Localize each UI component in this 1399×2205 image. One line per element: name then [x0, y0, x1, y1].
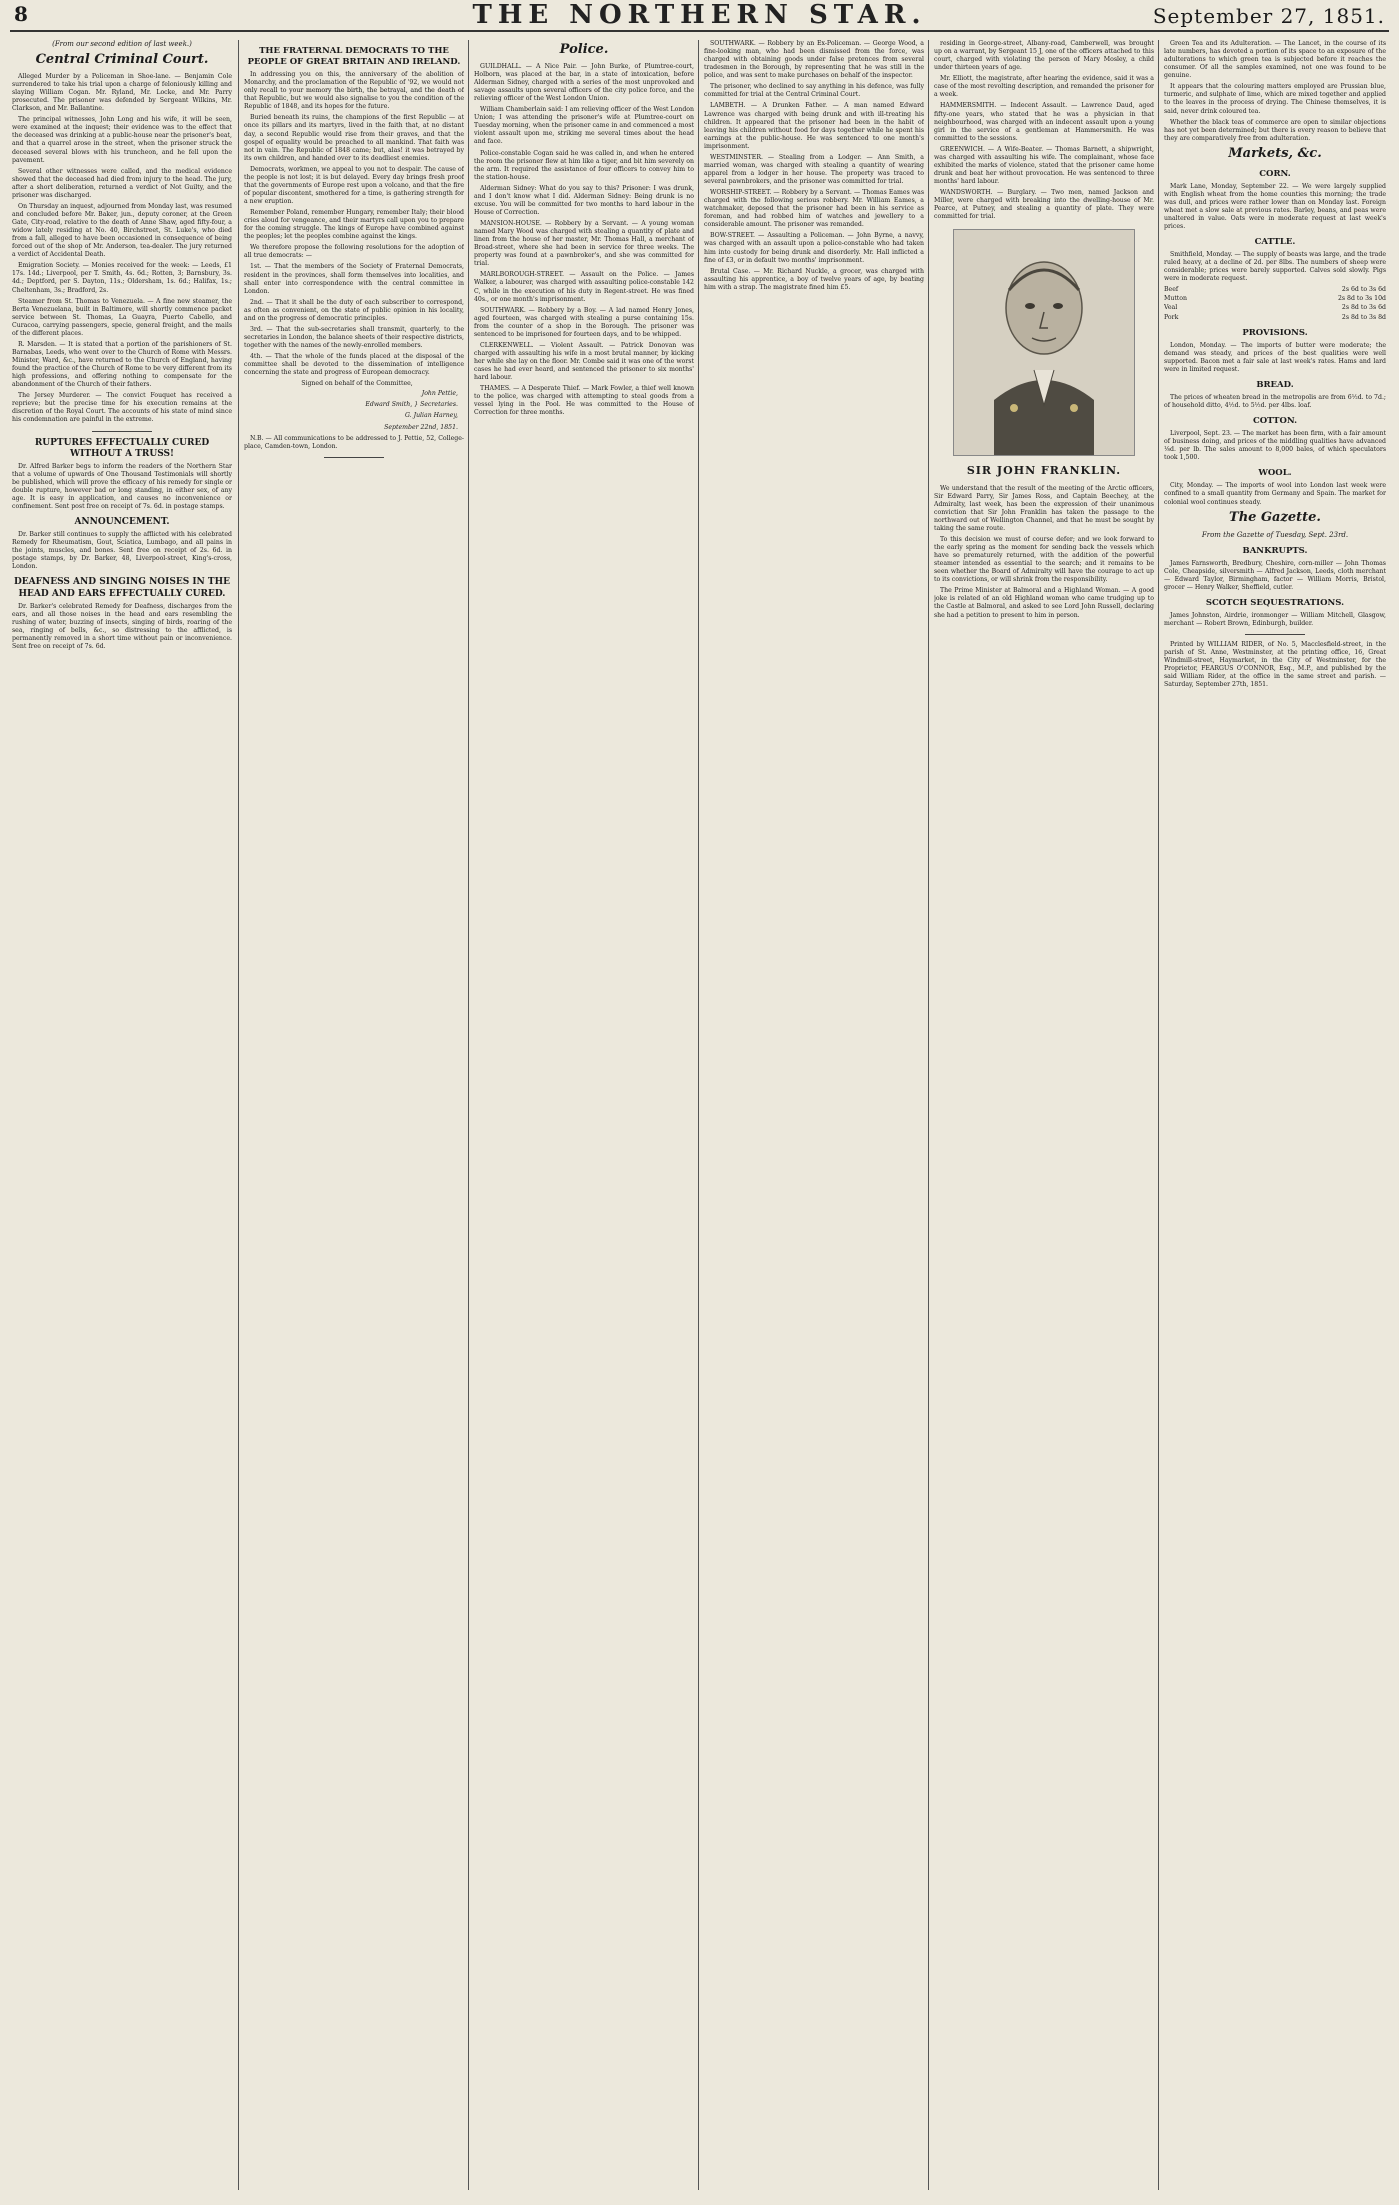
issue-date: September 27, 1851.: [1152, 4, 1385, 28]
advertisement-heading: DEAFNESS AND SINGING NOISES IN THE HEAD AND EARS EFFECTUALLY CURED.: [14, 577, 230, 599]
police-report: residing in George-street, Albany-road, Camberwell, was brought up on a warrant, by Sergeant 15 J, one of the officers attached to this court, charged with violating the person of Mary Mosley, a child under thirteen years of age.: [934, 40, 1154, 72]
address-date: September 22nd, 1851.: [384, 423, 458, 431]
address-paragraph: In addressing you on this, the anniversary of the abolition of Monarchy, and the proclamation of the Republic of '92, we would not only recall to your memory the birth, the betrayal, and the death of that Republic, but we would also signalise to you the condition of the Republic of 1848, and its hopes for the future.: [244, 71, 464, 111]
article-paragraph: Whether the black teas of commerce are open to similar objections has not yet been determined; but there is every reason to believe that they are comparatively free from adulteration.: [1164, 118, 1386, 142]
column-6: [1164, 40, 1386, 2190]
police-report: BOW-STREET. — Assaulting a Policeman. — John Byrne, a navvy, was charged with an assault upon a police-constable who had taken him into custody for being drunk and disorderly. Mr. Hall inflicted a fine of £3, or in default two months' imprisonment.: [704, 232, 924, 264]
price-value: 2s 8d to 3s 6d: [1341, 304, 1386, 312]
signature: John Pettie,: [421, 390, 458, 398]
address-paragraph: Democrats, workmen, we appeal to you not to despair. The cause of the people is not lost; it is but delayed. Every day brings fresh proof that the governments of Europe rest upon a volcano, and that the fire of popular discontent, smothered for a time, is gathering strength for a new eruption.: [244, 165, 464, 206]
market-heading-cattle: CATTLE.: [1254, 237, 1296, 248]
market-heading-wool: WOOL.: [1258, 468, 1292, 479]
edition-note: (From our second edition of last week.): [52, 40, 192, 48]
advertisement-body: Dr. Barker still continues to supply the afflicted with his celebrated Remedy for Rheumatism, Gout, Sciatica, Lumbago, and all pains in the joints, muscles, and bones. Sent free on receipt of 2s. 6d. in postage stamps, by Dr. Barker, 48, Liverpool-street, King's-cross, London.: [12, 530, 232, 571]
address-paragraph: Remember Poland, remember Hungary, remember Italy; their blood cries aloud for vengeance, and their martyrs call upon you to prepare for the coming struggle. The kings of Europe have combined against the peoples; let the peoples combine against the kings.: [244, 209, 464, 241]
column-3: [474, 40, 694, 2190]
portrait-caption: SIR JOHN FRANKLIN.: [966, 464, 1122, 478]
advertisement-heading: ANNOUNCEMENT.: [74, 517, 170, 528]
bankrupts-heading: BANKRUPTS.: [1242, 545, 1308, 556]
section-rule: [324, 457, 384, 458]
column-1: [12, 40, 232, 2190]
price-row: [1164, 314, 1386, 322]
price-row: [1164, 295, 1386, 303]
column-2: [244, 40, 464, 2190]
police-report: WORSHIP-STREET. — Robbery by a Servant. — Thomas Eames was charged with the following serious robbery. Mr. William Eames, a watchmaker, deposed that the prisoner had been in his service as foreman, and had robbed him of watches and jewellery to a considerable amount. The prisoner was remanded.: [704, 189, 924, 229]
price-item: Beef: [1164, 286, 1179, 294]
police-report: SOUTHWARK. — Robbery by a Boy. — A lad named Henry Jones, aged fourteen, was charged with stealing a purse containing 15s. from the counter of a shop in the Borough. The prisoner was sentenced to be imprisoned for fourteen days, and to be whipped.: [474, 306, 694, 338]
printer-imprint: Printed by WILLIAM RIDER, of No. 5, Macclesfield-street, in the parish of St. Anne, Westminster, at the printing office, 16, Great Windmill-street, Haymarket, in the City of Westminster, for the Proprietor, FEARGUS O'CONNOR, Esq., M.P., and published by the said William Rider, at the office in the same street and parish. — Saturday, September 27th, 1851.: [1164, 641, 1386, 689]
article-paragraph: On Thursday an inquest, adjourned from Monday last, was resumed and concluded before Mr. Baker, jun., deputy coroner, at the Green Gate, City-road, relative to the death of Anne Shaw, aged fifty-four, a widow lately residing at No. 40, Birchstreet, St. Luke's, who died from a fall, alleged to have been occasioned in consequence of being forced out of the shop of Mr. Anderson, tea-dealer. The jury returned a verdict of Accidental Death.: [12, 202, 232, 259]
franklin-paragraph: To this decision we must of course defer; and we look forward to the early spring as the moment for sending back the vessels which have so prematurely returned, with the addition of the powerful steamer intended as essential to the search; and it remains to be seen whether the Board of Admiralty will have the courage to act up to its convictions, or will shrink from the responsibility.: [934, 535, 1154, 584]
market-report: Smithfield, Monday. — The supply of beasts was large, and the trade ruled heavy, at a decline of 2d. per 8lbs. The numbers of sheep were considerable; prices were barely supported. Calves sold slowly. Pigs were in moderate request.: [1164, 251, 1386, 283]
market-report: Liverpool, Sept. 23. — The market has been firm, with a fair amount of business doing, and prices of the middling qualities have advanced ⅛d. per lb. The sales amount to 8,000 bales, of which speculators took 1,500.: [1164, 430, 1386, 462]
market-heading-provisions: PROVISIONS.: [1242, 327, 1308, 338]
column-5: [934, 40, 1154, 2190]
price-value: 2s 8d to 3s 10d: [1337, 295, 1386, 303]
police-report: MANSION-HOUSE. — Robbery by a Servant. — A young woman named Mary Wood was charged with stealing a quantity of plate and linen from the house of her master, Mr. Thomas Hall, a merchant of Broad-street, where she had been in service for three weeks. The property was found at a pawnbroker's, and she was committed for trial.: [474, 220, 694, 268]
market-report: City, Monday. — The imports of wool into London last week were confined to a small quantity from Germany and Spain. The market for colonial wool continues steady.: [1164, 482, 1386, 506]
price-value: 2s 6d to 3s 6d: [1341, 286, 1386, 294]
article-paragraph: Steamer from St. Thomas to Venezuela. — A fine new steamer, the Berta Venezuelana, built in Baltimore, will shortly commence packet service between St. Thomas, La Guayra, Puerto Cabello, and Curacoa, carrying passengers, specie, general freight, and the mails of the different places.: [12, 297, 232, 337]
signed-line: Signed on behalf of the Committee,: [301, 380, 413, 388]
resolution-paragraph: 3rd. — That the sub-secretaries shall transmit, quarterly, to the secretaries in London, the balance sheets of their respective districts, together with the names of the newly-enrolled members.: [244, 325, 464, 350]
sequestrations-list: James Johnston, Airdrie, ironmonger — William Mitchell, Glasgow, merchant — Robert Brown, Edinburgh, builder.: [1164, 611, 1386, 627]
article-paragraph: R. Marsden. — It is stated that a portion of the parishioners of St. Barnabas, Leeds, who went over to the Church of Rome with Messrs. Minister, Ward, &c., have returned to the Church of England, having found the practice of the Church of Rome to be very different from its high professions, and offering nothing to compensate for the abandonment of the Church of their fathers.: [12, 340, 232, 389]
article-paragraph: Green Tea and its Adulteration. — The Lancet, in the course of its late numbers, has devoted a portion of its space to an exposure of the adulterations to which green tea is subjected before it reaches the consumer. Of all the samples examined, not one was found to be genuine.: [1164, 40, 1386, 80]
police-report: WANDSWORTH. — Burglary. — Two men, named Jackson and Miller, were charged with breaking into the dwelling-house of Mr. Pearce, at Putney, and stealing a quantity of plate. They were committed for trial.: [934, 189, 1154, 221]
bankrupts-list: James Farnsworth, Bredbury, Cheshire, corn-miller — John Thomas Cole, Cheapside, silversmith — Alfred Jackson, Leeds, cloth merchant — Edward Taylor, Birmingham, factor — William Morris, Bristol, grocer — Henry Walker, Sheffield, cutler.: [1164, 559, 1386, 591]
police-report: HAMMERSMITH. — Indecent Assault. — Lawrence Daud, aged fifty-one years, who stated that he was a physician in that neighbourhood, was charged with an indecent assault upon a young girl in the service of a gentleman at Hammersmith. He was committed to the sessions.: [934, 102, 1154, 142]
section-heading-criminal-court: Central Criminal Court.: [35, 52, 209, 68]
resolution-paragraph: 1st. — That the members of the Society of Fraternal Democrats, resident in the provinces, shall form themselves into localities, and shall enter into correspondence with the central committee in London.: [244, 263, 464, 295]
franklin-paragraph: The Prime Minister at Balmoral and a Highland Woman. — A good joke is related of an old Highland woman who came trudging up to the Castle at Balmoral, and asked to see Lord John Russell, declaring she had a petition to present to him in person.: [934, 587, 1154, 619]
police-report: The prisoner, who declined to say anything in his defence, was fully committed for trial at the Central Criminal Court.: [704, 83, 924, 99]
section-rule: [92, 431, 152, 432]
market-report: Mark Lane, Monday, September 22. — We were largely supplied with English wheat from the home counties this morning; the trade was dull, and prices were rather lower than on Monday last. Foreign wheat met a slow sale at previous rates. Barley, beans, and peas were unaltered in value. Oats were in moderate request at last week's prices.: [1164, 182, 1386, 230]
article-paragraph: Alleged Murder by a Policeman in Shoe-lane. — Benjamin Cole surrendered to take his trial upon a charge of feloniously killing and slaying William Cogan. Mr. Ryland, Mr. Locke, and Mr. Parry prosecuted. The prisoner was defended by Sergeant Wilkins, Mr. Clarkson, and Mr. Ballantine.: [12, 72, 232, 113]
market-heading-cotton: COTTON.: [1252, 416, 1298, 427]
masthead: [0, 0, 1399, 28]
police-report: Alderman Sidney: What do you say to this? Prisoner: I was drunk, and I don't know what I did. Alderman Sidney: Being drunk is no excuse. You will be committed for two months to hard labour in the House of Correction.: [474, 184, 694, 216]
price-row: [1164, 304, 1386, 312]
masthead-rule: [10, 30, 1389, 32]
police-report: Police-constable Cogan said he was called in, and when he entered the room the prisoner flew at him like a tiger, and bit him severely on the arm. It required the assistance of four officers to convey him to the station-house.: [474, 149, 694, 181]
police-report: William Chamberlain said: I am relieving officer of the West London Union; I was attending the prisoner's wife at Plumtree-court on Tuesday morning, when the prisoner came in and commenced a most violent assault upon me, striking me several times about the head and face.: [474, 106, 694, 146]
police-report: LAMBETH. — A Drunken Father. — A man named Edward Lawrence was charged with being drunk and with ill-treating his children. It appeared that the prisoner had been in the habit of leaving his children without food for days together while he spent his earnings at the public-house. He was sentenced to one month's imprisonment.: [704, 102, 924, 150]
signature: Edward Smith, } Secretaries.: [365, 401, 458, 409]
franklin-paragraph: We understand that the result of the meeting of the Arctic officers, Sir Edward Parry, Sir James Ross, and Captain Beechey, at the Admiralty, last week, has been the expression of their unanimous conviction that Sir John Franklin has taken the passage to the northward out of Wellington Channel, and that he must be sought by taking the same route.: [934, 484, 1154, 532]
franklin-portrait: [953, 229, 1135, 456]
address-paragraph: We therefore propose the following resolutions for the adoption of all true democrats: —: [244, 244, 464, 260]
address-heading: THE FRATERNAL DEMOCRATS TO THE PEOPLE OF GREAT BRITAIN AND IRELAND.: [247, 46, 461, 68]
police-report: THAMES. — A Desperate Thief. — Mark Fowler, a thief well known to the police, was charged with attempting to steal goods from a vessel lying in the Pool. He was committed to the House of Correction for three months.: [474, 385, 694, 417]
newspaper-title: THE NORTHERN STAR.: [472, 0, 927, 30]
market-heading-bread: BREAD.: [1256, 379, 1294, 390]
police-report: SOUTHWARK. — Robbery by an Ex-Policeman. — George Wood, a fine-looking man, who had been dismissed from the force, was charged with obtaining goods under false pretences from several tradesmen in the Borough, by representing that he was still in the police, and was sent to make purchases on behalf of the inspector.: [704, 40, 924, 80]
address-paragraph: Buried beneath its ruins, the champions of the first Republic — at once its pillars and its martyrs, lived in the faith that, at no distant day, a second Republic would rise from their graves, and that the gospel of equality would be preached to all mankind. That faith was not in vain. The Republic of 1848 came; but, alas! it was betrayed by its own children, and handed over to its deadliest enemies.: [244, 114, 464, 162]
police-report: WESTMINSTER. — Stealing from a Lodger. — Ann Smith, a married woman, was charged with stealing a quantity of wearing apparel from a lodger in her house. The property was traced to several pawnbrokers, and the prisoner was committed for trial.: [704, 153, 924, 185]
page-number: 8: [14, 2, 28, 26]
column-divider: [238, 40, 239, 2190]
advertisement-body: Dr. Alfred Barker begs to inform the readers of the Northern Star that a volume of upwards of One Thousand Testimonials will shortly be published, which will prove the efficacy of his remedy for single or double rupture, however bad or long standing, in either sex, of any age. It is easy in application, and causes no inconvenience or confinement. Sent post free on receipt of 7s. 6d. in postage stamps.: [12, 462, 232, 511]
section-rule: [1245, 634, 1305, 635]
market-report: London, Monday. — The imports of butter were moderate; the demand was steady, and prices of the best qualities were well supported. Bacon met a fair sale at last week's rates. Hams and lard were in limited request.: [1164, 341, 1386, 373]
resolution-paragraph: 2nd. — That it shall be the duty of each subscriber to correspond, as often as convenient, on the state of public opinion in his locality, and on the progress of democratic principles.: [244, 298, 464, 322]
price-item: Mutton: [1164, 295, 1188, 303]
police-report: CLERKENWELL. — Violent Assault. — Patrick Donovan was charged with assaulting his wife in a most brutal manner, by kicking her while she lay on the floor. Mr. Combe said it was one of the worst cases he had ever heard, and sentenced the prisoner to six months' hard labour.: [474, 341, 694, 382]
article-paragraph: The principal witnesses, John Long and his wife, it will be seen, were examined at the inquest; their evidence was to the effect that the deceased was drinking at a public-house near the prisoner's beat, and that a quarrel arose in the street, when the prisoner struck the deceased several blows with his truncheon, and he fell upon the pavement.: [12, 116, 232, 164]
advertisement-body: Dr. Barker's celebrated Remedy for Deafness, discharges from the ears, and all those noises in the head and ears resembling the rushing of water, buzzing of insects, singing of birds, roaring of the sea, ringing of bells, &c., so distressing to the afflicted, is permanently removed in a short time without pain or inconvenience. Sent free on receipt of 7s. 6d.: [12, 602, 232, 650]
article-paragraph: The Jersey Murderer. — The convict Fouquet has received a reprieve; but the precise time for his execution remains at the discretion of the Royal Court. The accounts of his state of mind since his condemnation are painful in the extreme.: [12, 392, 232, 424]
gazette-subheading: From the Gazette of Tuesday, Sept. 23rd.: [1201, 530, 1349, 539]
column-4: [704, 40, 924, 2190]
portrait-engraving-icon: [954, 230, 1134, 455]
section-heading-gazette: The Gazette.: [1229, 509, 1321, 525]
column-divider: [928, 40, 929, 2190]
article-paragraph: Emigration Society. — Monies received for the week: — Leeds, £1 17s. 14d.; Liverpool, per T. Smith, 4s. 6d.; Rotten, 3; Barnsbury, 3s. 4d.; Deptford, per S. Dayton, 11s.; Oldersham, 1s. 6d.; Halifax, 1s.; Cheltenham, 3s.; Bradford, 2s.: [12, 262, 232, 294]
market-report: The prices of wheaten bread in the metropolis are from 6½d. to 7d.; of household ditto, 4½d. to 5½d. per 4lbs. loaf.: [1164, 393, 1386, 410]
police-report: MARLBOROUGH-STREET. — Assault on the Police. — James Walker, a labourer, was charged with assaulting police-constable 142 C, while in the execution of his duty in Regent-street. He was fined 40s., or one month's imprisonment.: [474, 271, 694, 303]
price-value: 2s 8d to 3s 8d: [1341, 313, 1386, 321]
column-divider: [698, 40, 699, 2190]
price-item: Veal: [1164, 304, 1178, 312]
price-item: Pork: [1164, 313, 1179, 321]
article-paragraph: It appears that the colouring matters employed are Prussian blue, turmeric, and sulphate of lime, which are mixed together and applied to the leaves in the process of drying. The Chinese themselves, it is said, never drink coloured tea.: [1164, 83, 1386, 115]
advertisement-heading: RUPTURES EFFECTUALLY CURED WITHOUT A TRUSS!: [34, 437, 210, 460]
column-divider: [1158, 40, 1159, 2190]
sequestrations-heading: SCOTCH SEQUESTRATIONS.: [1205, 597, 1345, 608]
address-note: N.B. — All communications to be addressed to J. Pettie, 52, College-place, Camden-town, London.: [244, 434, 464, 450]
section-heading-markets: Markets, &c.: [1228, 145, 1322, 161]
police-report: Mr. Elliott, the magistrate, after hearing the evidence, said it was a case of the most revolting description, and remanded the prisoner for a week.: [934, 75, 1154, 99]
police-report: Brutal Case. — Mr. Richard Nuckle, a grocer, was charged with assaulting his apprentice, a boy of twelve years of age, by beating him with a strap. The magistrate fined him £5.: [704, 267, 924, 291]
police-report: GUILDHALL. — A Nice Pair. — John Burke, of Plumtree-court, Holborn, was placed at the bar, in a state of intoxication, before Alderman Sidney, charged with a series of the most unprovoked and savage assaults upon several officers of the city police force, and the relieving officer of the West London Union.: [474, 62, 694, 103]
market-heading-corn: CORN.: [1259, 168, 1291, 179]
article-paragraph: Several other witnesses were called, and the medical evidence showed that the deceased had died from injury to the head. The jury, after a short deliberation, returned a verdict of Not Guilty, and the prisoner was discharged.: [12, 167, 232, 199]
price-row: [1164, 286, 1386, 294]
signature: G. Julian Harney,: [404, 412, 458, 420]
column-divider: [468, 40, 469, 2190]
resolution-paragraph: 4th. — That the whole of the funds placed at the disposal of the committee shall be devoted to the dissemination of intelligence concerning the state and progress of European democracy.: [244, 353, 464, 377]
section-heading-police: Police.: [559, 42, 609, 57]
police-report: GREENWICH. — A Wife-Beater. — Thomas Barnett, a shipwright, was charged with assaulting his wife. The complainant, whose face exhibited the marks of violence, stated that the prisoner came home drunk and beat her without provocation. He was sentenced to three months' hard labour.: [934, 145, 1154, 185]
